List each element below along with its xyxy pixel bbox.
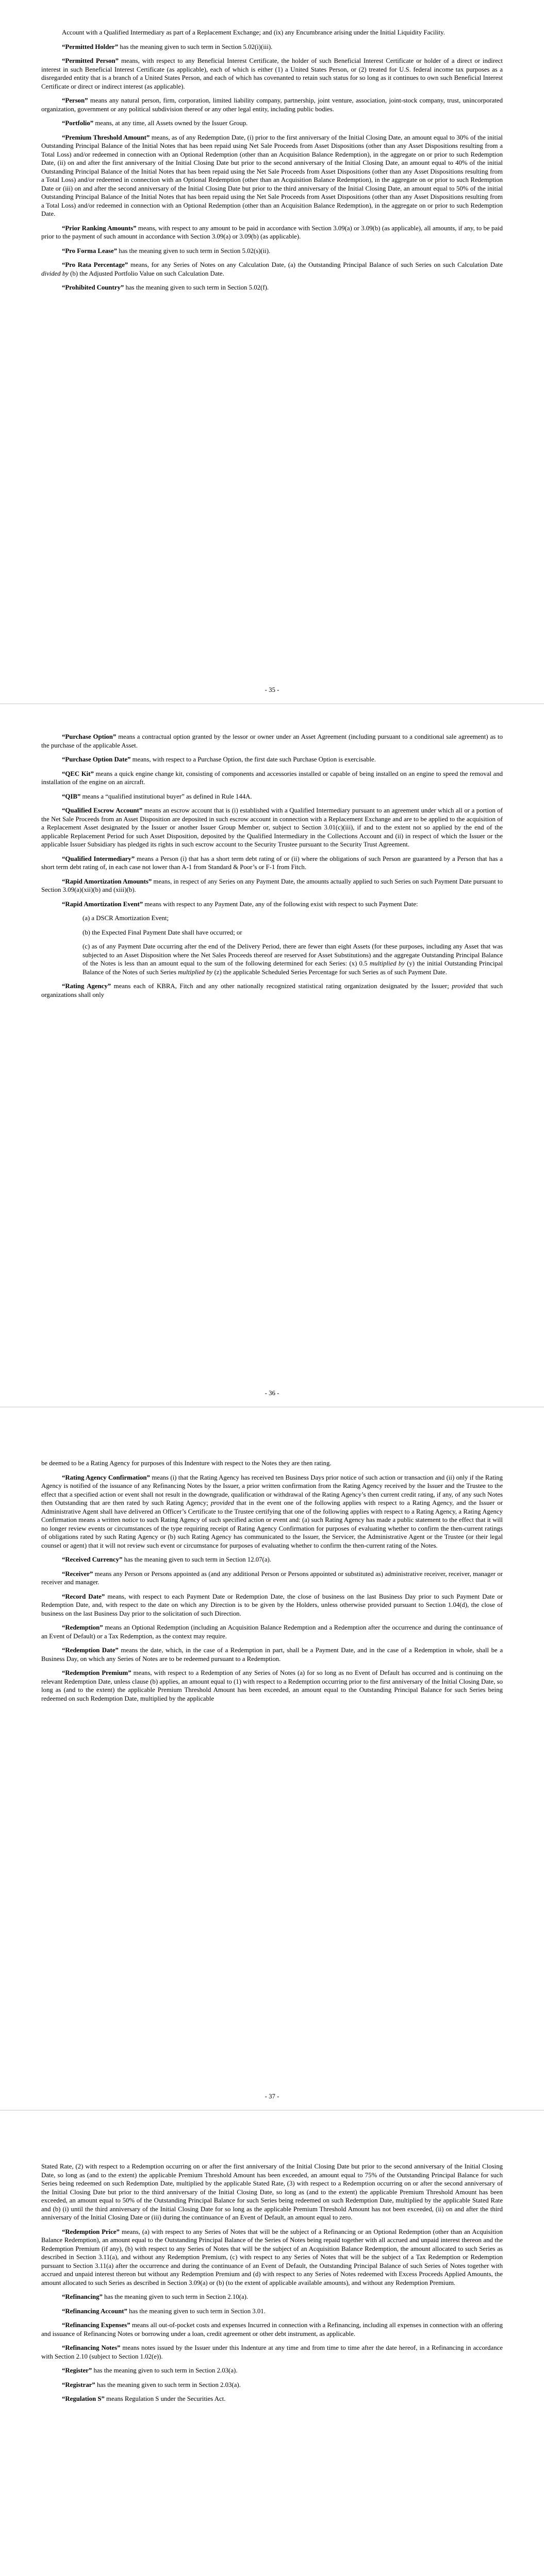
defined-term: “Refinancing Notes” <box>62 2344 121 2351</box>
paragraph-text: that such organizations shall only <box>41 982 503 998</box>
definition-paragraph <box>41 2228 503 2287</box>
defined-term: “Qualified Escrow Account” <box>62 807 143 814</box>
emphasis-text: multiplied by <box>178 968 213 976</box>
definition-paragraph <box>41 2381 503 2389</box>
paragraph-text: means Regulation S under the Securities Act. <box>104 2395 226 2402</box>
paragraph-text: has the meaning given to such term in Section 5.02(s)(ii). <box>117 247 271 255</box>
text-paragraph <box>41 1459 503 1468</box>
paragraph-text: means any natural person, firm, corporation, limited liability company, partnership, joint venture, association, joint-stock company, trust, unincorporated organization, government or any political subdivision thereof or any other legal entity, including public bodies. <box>41 97 503 113</box>
defined-term: “Prohibited Country” <box>62 284 124 291</box>
paragraph-text: has the meaning given to such term in Section 2.03(a). <box>92 2367 238 2374</box>
defined-term: “Qualified Intermediary” <box>62 855 135 862</box>
definition-paragraph <box>41 755 503 764</box>
defined-term: “Permitted Person” <box>62 57 119 64</box>
paragraph-text: means, with respect to a Purchase Option, the first date such Purchase Option is exercisable. <box>130 756 376 763</box>
definition-paragraph <box>41 1473 503 1550</box>
paragraph-text: means, as of any Redemption Date, (i) prior to the first anniversary of the Initial Closing Date, an amount equal to 30% of the initial Outstanding Principal Balance of the Initial Notes that has been repaid using Net Sale Proceeds from Asset Dispositions (other than any Asset Dispositions resulting from a Total Loss) and/or redeemed in connection with an Optional Redemption (other than an Acquisition Balance Redemption), in the aggregate on or prior to such Redemption Date, (ii) on and after the first anniversary of the Initial Closing Date but prior to the second anniversary of the Initial Closing Date, an amount equal to 40% of the initial Outstanding Principal Balance of the Initial Notes that has been repaid using the Net Sale Proceeds from Asset Dispositions (other than any Asset Dispositions resulting from a Total Loss) and/or redeemed in connection with an Optional Redemption (other than an Acquisition Balance Redemption), in the aggregate on or prior to such Redemption Date or (iii) on and after the second anniversary of the Initial Closing Date but prior to the third anniversary of the Initial Closing Date, an amount equal to 50% of the initial Outstanding Principal Balance of the Initial Notes that has been repaid using the Net Sale Proceeds from Asset Dispositions (other than any Asset Dispositions resulting from a Total Loss) and/or redeemed in connection with an Optional Redemption (other than an Acquisition Balance Redemption), in the aggregate on or prior to such Redemption Date. <box>41 133 503 217</box>
text-paragraph <box>41 2162 503 2222</box>
definition-paragraph <box>41 1646 503 1663</box>
paragraph-text: means, for any Series of Notes on any Calculation Date, (a) the Outstanding Principal Balance of such Series on such Calculation Date <box>128 261 503 268</box>
defined-term: “Refinancing Account” <box>62 2307 127 2315</box>
emphasis-text: provided <box>452 982 475 990</box>
paragraph-text: (c) as of any Payment Date occurring after the end of the Delivery Period, there are fewer than eight Assets (for these purposes, including any Asset that was subjected to an Asset Disposition where the Net Sales Proceeds thereof are reserved for Asset Substitutions) and the aggregate Outstanding Principal Balance of the Notes is less than an amount equal to the sum of the following determined for each Series: (x) 0.5 <box>83 943 503 967</box>
defined-term: “Redemption Premium” <box>62 1669 131 1676</box>
defined-term: “Pro Forma Lease” <box>62 247 118 255</box>
paragraph-text: has the meaning given to such term in Section 12.07(a). <box>122 1556 271 1563</box>
emphasis-text: provided <box>210 1499 234 1506</box>
definition-paragraph <box>41 733 503 750</box>
defined-term: “Redemption” <box>62 1624 103 1631</box>
definition-paragraph <box>41 43 503 52</box>
defined-term: “Portfolio” <box>62 120 94 127</box>
defined-term: “Premium Threshold Amount” <box>62 133 150 141</box>
defined-term: “Pro Rata Percentage” <box>62 261 128 268</box>
definition-paragraph <box>41 1555 503 1564</box>
definition-paragraph <box>41 877 503 894</box>
page-number: - 35 - <box>265 686 279 693</box>
paragraph-text: means, (a) with respect to any Series of Notes that will be the subject of a Refinancing or an Optional Redemption (other than an Acquisition Balance Redemption), an amount equal to the Outstanding Principal Balance of the Series of Notes being repaid together with all accrued and unpaid interest thereon and the Redemption Premium (if any), (b) with respect to any Series of Notes that will be the subject of an Acquisition Balance Redemption, the amount allocated to such Series as described in Section 3.11(a), and without any Redemption Premium, (c) with respect to any Series of Notes that will be the subject of a Tax Redemption or Redemption pursuant to Section 3.11(a) after the occurrence and during the continuance of an Event of Default, the Outstanding Principal Balance of such Series of Notes together with accrued and unpaid interest thereon but without any Redemption Premium and (d) with respect to any Series of Notes redeemed with Excess Proceeds Applied Amounts, the amount allocated to such Series as described in Section 3.09(a) or (b) (to the extent of applicable available amounts), and without any Redemption Premium. <box>41 2228 503 2286</box>
paragraph-text: (a) a DSCR Amortization Event; <box>83 914 169 922</box>
paragraph-text: (z) the applicable Scheduled Series Percentage for such Series as of such Payment Date. <box>212 968 447 976</box>
definition-paragraph <box>41 96 503 113</box>
definition-paragraph <box>41 119 503 128</box>
text-paragraph <box>83 914 503 923</box>
paragraph-text: means, with respect to any amount to be paid in accordance with Section 3.09(a) or 3.09(b) (as applicable), all amounts, if any, to be paid prior to the payment of such amount in accordance with Section 3.09(a) or 3.09(b) (as applicable). <box>41 224 503 240</box>
page-number: - 36 - <box>265 1389 279 1397</box>
paragraph-text: Account with a Qualified Intermediary as part of a Replacement Exchange; and (ix) any Encumbrance arising under the Initial Liquidity Facility. <box>62 29 445 36</box>
paragraph-text: be deemed to be a Rating Agency for purposes of this Indenture with respect to the Notes they are then rating. <box>41 1460 332 1467</box>
paragraph-text: means all out-of-pocket costs and expenses Incurred in connection with a Refinancing, including all expenses in connection with an offering and issuance of Refinancing Notes or borrowing under a loan, credit agreement or other debt instrument, as applicable. <box>41 2321 503 2337</box>
emphasis-text: multiplied by <box>369 960 405 967</box>
defined-term: “Refinancing” <box>62 2293 103 2300</box>
paragraph-text: means, in respect of any Series on any Payment Date, the amounts actually applied to such Series on such Payment Date pursuant to Section 3.09(a)(xii)(b) and (xiii)(b). <box>41 877 503 893</box>
definition-paragraph <box>41 2307 503 2316</box>
paragraph-text: Stated Rate, (2) with respect to a Redemption occurring on or after the first anniversary of the Initial Closing Date but prior to the second anniversary of the Initial Closing Date, so long as (and to the extent) the applicable Premium Threshold Amount has been exceeded, an amount equal to 75% of the Outstanding Principal Balance for such Series being redeemed on such Redemption Date, multiplied by the applicable Stated Rate, (3) with respect to a Redemption occurring on or after the second anniversary of the Initial Closing Date but prior to the third anniversary of the Initial Closing Date, so long as (and to the extent) the applicable Premium Threshold Amount has been exceeded, an amount equal to 50% of the Outstanding Principal Balance for such Series being redeemed on such Redemption Date, multiplied by the applicable Stated Rate and (b) (i) until the third anniversary of the Initial Closing Date for so long as the applicable Premium Threshold Amount has not been exceeded, (ii) on and after the third anniversary of the Initial Closing Date or (iii) during the continuance of an Event of Default, an amount equal to zero. <box>41 2163 503 2221</box>
text-paragraph <box>83 942 503 976</box>
page-number: - 37 - <box>265 2092 279 2100</box>
defined-term: “Purchase Option Date” <box>62 756 131 763</box>
paragraph-text: means an escrow account that is (i) established with a Qualified Intermediary pursuant to an agreement under which all or a portion of the Net Sale Proceeds from an Asset Disposition are deposited in such escrow account in connection with a Replacement Exchange and are to be applied to the acquisition of a Replacement Asset designated by the Issuer or another Issuer Group Member or, subject to Section 3.01(c)(iii), if and to the extent not so applied by the end of the applicable Replacement Period for such Asset Disposition, deposited by the Qualified Intermediary in the Collections Account and (ii) in respect of which the Issuer or the applicable Issuer Subsidiary has pledged its rights in such escrow account to the Security Trustee pursuant to the Security Trust Agreement. <box>41 807 503 848</box>
definition-paragraph <box>41 806 503 849</box>
paragraph-text: has the meaning given to such term in Section 5.02(i)(iii). <box>118 43 273 50</box>
paragraph-text: (b) the Expected Final Payment Date shall have occurred; or <box>83 928 242 936</box>
definition-paragraph <box>41 1570 503 1587</box>
defined-term: “QIB” <box>62 792 81 800</box>
defined-term: “Prior Ranking Amounts” <box>62 224 137 232</box>
definition-paragraph <box>41 770 503 787</box>
paragraph-text: (b) the Adjusted Portfolio Value on such Calculation Date. <box>68 269 224 277</box>
definition-paragraph <box>41 261 503 278</box>
paragraph-text: has the meaning given to such term in Section 3.01. <box>127 2307 266 2315</box>
defined-term: “Rating Agency” <box>62 982 111 990</box>
defined-term: “Person” <box>62 97 88 104</box>
defined-term: “QEC Kit” <box>62 770 94 777</box>
document-page <box>0 1406 544 2110</box>
paragraph-text: means a contractual option granted by the lessor or owner under an Asset Agreement (including pursuant to a conditional sale agreement) as to the purchase of the applicable Asset. <box>41 733 503 749</box>
paragraph-text: means the date, which, in the case of a Redemption in part, shall be a Payment Date, and in the case of a Redemption in whole, shall be a Business Day, on which any Series of Notes are to be redeemed pursuant to a Redemption. <box>41 1647 503 1663</box>
paragraph-text: means an Optional Redemption (including an Acquisition Balance Redemption and a Redemption after the occurrence and during the continuance of an Event of Default) or a Tax Redemption, as the context may require. <box>41 1624 503 1640</box>
definition-paragraph <box>41 1669 503 1703</box>
defined-term: “Rapid Amortization Event” <box>62 900 143 908</box>
defined-term: “Permitted Holder” <box>62 43 119 50</box>
paragraph-text: that in the event one of the following applies with respect to a Rating Agency, and the Issuer or Administrative Agent shall have delivered an Officer’s Certificate to the Trustee certifying that one of the following applies with respect to a Rating Agency, a Rating Agency Confirmation means a written notice to such Rating Agency of such specified action or event and: (a) such Rating Agency has made a public statement to the effect that it will no longer review events or circumstances of the type requiring receipt of Rating Agency Confirmation for purposes of evaluating whether to confirm the then-current ratings of obligations rated by such Rating Agency or (b) such Rating Agency has communicated to the Issuer, the Servicer, the Administrative Agent or the Trustee (or their legal counsel or agent) that it will not review such event or circumstance for purposes of evaluating whether to confirm the then-current rating of the Notes. <box>41 1499 503 1549</box>
definition-paragraph <box>41 900 503 909</box>
document-page <box>0 0 544 703</box>
defined-term: “Register” <box>62 2367 92 2374</box>
definition-paragraph <box>41 224 503 241</box>
paragraph-text: means a quick engine change kit, consisting of components and accessories installed or capable of being installed on an engine to speed the removal and installation of the engine on an aircraft. <box>41 770 503 786</box>
paragraph-text: means notes issued by the Issuer under this Indenture at any time and from time to time after the date hereof, in a Refinancing in accordance with Section 2.10 (subject to Section 1.02(e)). <box>41 2344 503 2360</box>
paragraph-text: means, with respect to any Beneficial Interest Certificate, the holder of such Beneficial Interest Certificate or holder of a direct or indirect interest in such Beneficial Interest Certificate (as applicable), each of which is either (1) a United States Person, or (2) treated for U.S. federal income tax purposes as a disregarded entity that is a branch of a United States Person, and each of which has covenanted to retain such status for so long as it continues to own such Beneficial Interest Certificate or direct or indirect interest (as applicable). <box>41 57 503 90</box>
definition-paragraph <box>41 2366 503 2375</box>
defined-term: “Refinancing Expenses” <box>62 2321 130 2329</box>
text-paragraph <box>41 28 503 37</box>
defined-term: “Receiver” <box>62 1570 93 1578</box>
definition-paragraph <box>41 2293 503 2301</box>
definition-paragraph <box>41 2344 503 2361</box>
definition-paragraph <box>41 247 503 256</box>
definition-paragraph <box>41 855 503 872</box>
document-page <box>0 2110 544 2576</box>
definition-paragraph <box>41 1623 503 1640</box>
defined-term: “Purchase Option” <box>62 733 117 740</box>
definition-paragraph <box>41 57 503 91</box>
defined-term: “Registrar” <box>62 2381 95 2388</box>
paragraph-text: (y) the initial Outstanding Principal Balance of the Notes of such Series <box>83 960 503 976</box>
definition-paragraph <box>41 2395 503 2403</box>
paragraph-text: means any Person or Persons appointed as (and any additional Person or Persons appointed or substituted as) administrative receiver, receiver, manager or receiver and manager. <box>41 1570 503 1586</box>
paragraph-text: means with respect to any Payment Date, any of the following exist with respect to such Payment Date: <box>143 900 418 908</box>
paragraph-text: has the meaning given to such term in Section 2.03(a). <box>95 2381 241 2388</box>
defined-term: “Record Date” <box>62 1592 105 1600</box>
paragraph-text: means a Person (i) that has a short term debt rating of or (ii) where the obligations of such Person are guaranteed by a Person that has a short term debt rating of, in each case not lower than A-1 from Standard & Poor’s or F-1 from Fitch. <box>41 855 503 871</box>
emphasis-text: divided by <box>41 269 69 277</box>
paragraph-text: means, with respect to a Redemption of any Series of Notes (a) for so long as no Event of Default has occurred and is continuing on the relevant Redemption Date, unless clause (b) applies, an amount equal to (1) with respect to a Redemption occurring prior to the first anniversary of the Initial Closing Date, so long as (and to the extent) the applicable Premium Threshold Amount has been exceeded, an amount equal to the Outstanding Principal Balance for such Series being redeemed on such Redemption Date, multiplied by the applicable <box>41 1669 503 1702</box>
defined-term: “Rating Agency Confirmation” <box>62 1473 150 1481</box>
paragraph-text: has the meaning given to such term in Section 5.02(f). <box>124 284 269 291</box>
defined-term: “Received Currency” <box>62 1556 123 1563</box>
definition-paragraph <box>41 133 503 218</box>
defined-term: “Rapid Amortization Amounts” <box>62 877 152 885</box>
paragraph-text: means, at any time, all Assets owned by the Issuer Group. <box>93 120 248 127</box>
definition-paragraph <box>41 2321 503 2338</box>
defined-term: “Regulation S” <box>62 2395 105 2402</box>
paragraph-text: means (i) that the Rating Agency has received ten Business Days prior notice of such action or transaction and (ii) only if the Rating Agency is notified of the issuance of any Refinancing Notes by the Issuer, a prior written confirmation from the Rating Agency received by the Issuer and the Trustee to the effect that a specified action or event shall not result in the downgrade, qualification or withdrawal of the Rating Agency’s then current credit rating, if any, of any such Notes then Outstanding that are then rated by such Rating Agency; <box>41 1473 503 1506</box>
paragraph-text: means each of KBRA, Fitch and any other nationally recognized statistical rating organization designated by the Issuer; <box>111 982 452 990</box>
defined-term: “Redemption Price” <box>62 2228 120 2235</box>
paragraph-text: means, with respect to each Payment Date or Redemption Date, the close of business on the last Business Day prior to such Payment Date or Redemption Date, and, with respect to the date on which any Direction is to be given by the Holders, unless otherwise provided pursuant to Section 1.04(d), the close of business on the last Business Day prior to the solicitation of such Direction. <box>41 1592 503 1617</box>
defined-term: “Redemption Date” <box>62 1647 119 1654</box>
paragraph-text: means a “qualified institutional buyer” as defined in Rule 144A. <box>80 792 252 800</box>
definition-paragraph <box>41 1592 503 1618</box>
text-paragraph <box>83 928 503 937</box>
paragraph-text: has the meaning given to such term in Section 2.10(a). <box>102 2293 249 2300</box>
definition-paragraph <box>41 283 503 292</box>
definition-paragraph <box>41 792 503 801</box>
document-page <box>0 703 544 1406</box>
definition-paragraph <box>41 982 503 999</box>
